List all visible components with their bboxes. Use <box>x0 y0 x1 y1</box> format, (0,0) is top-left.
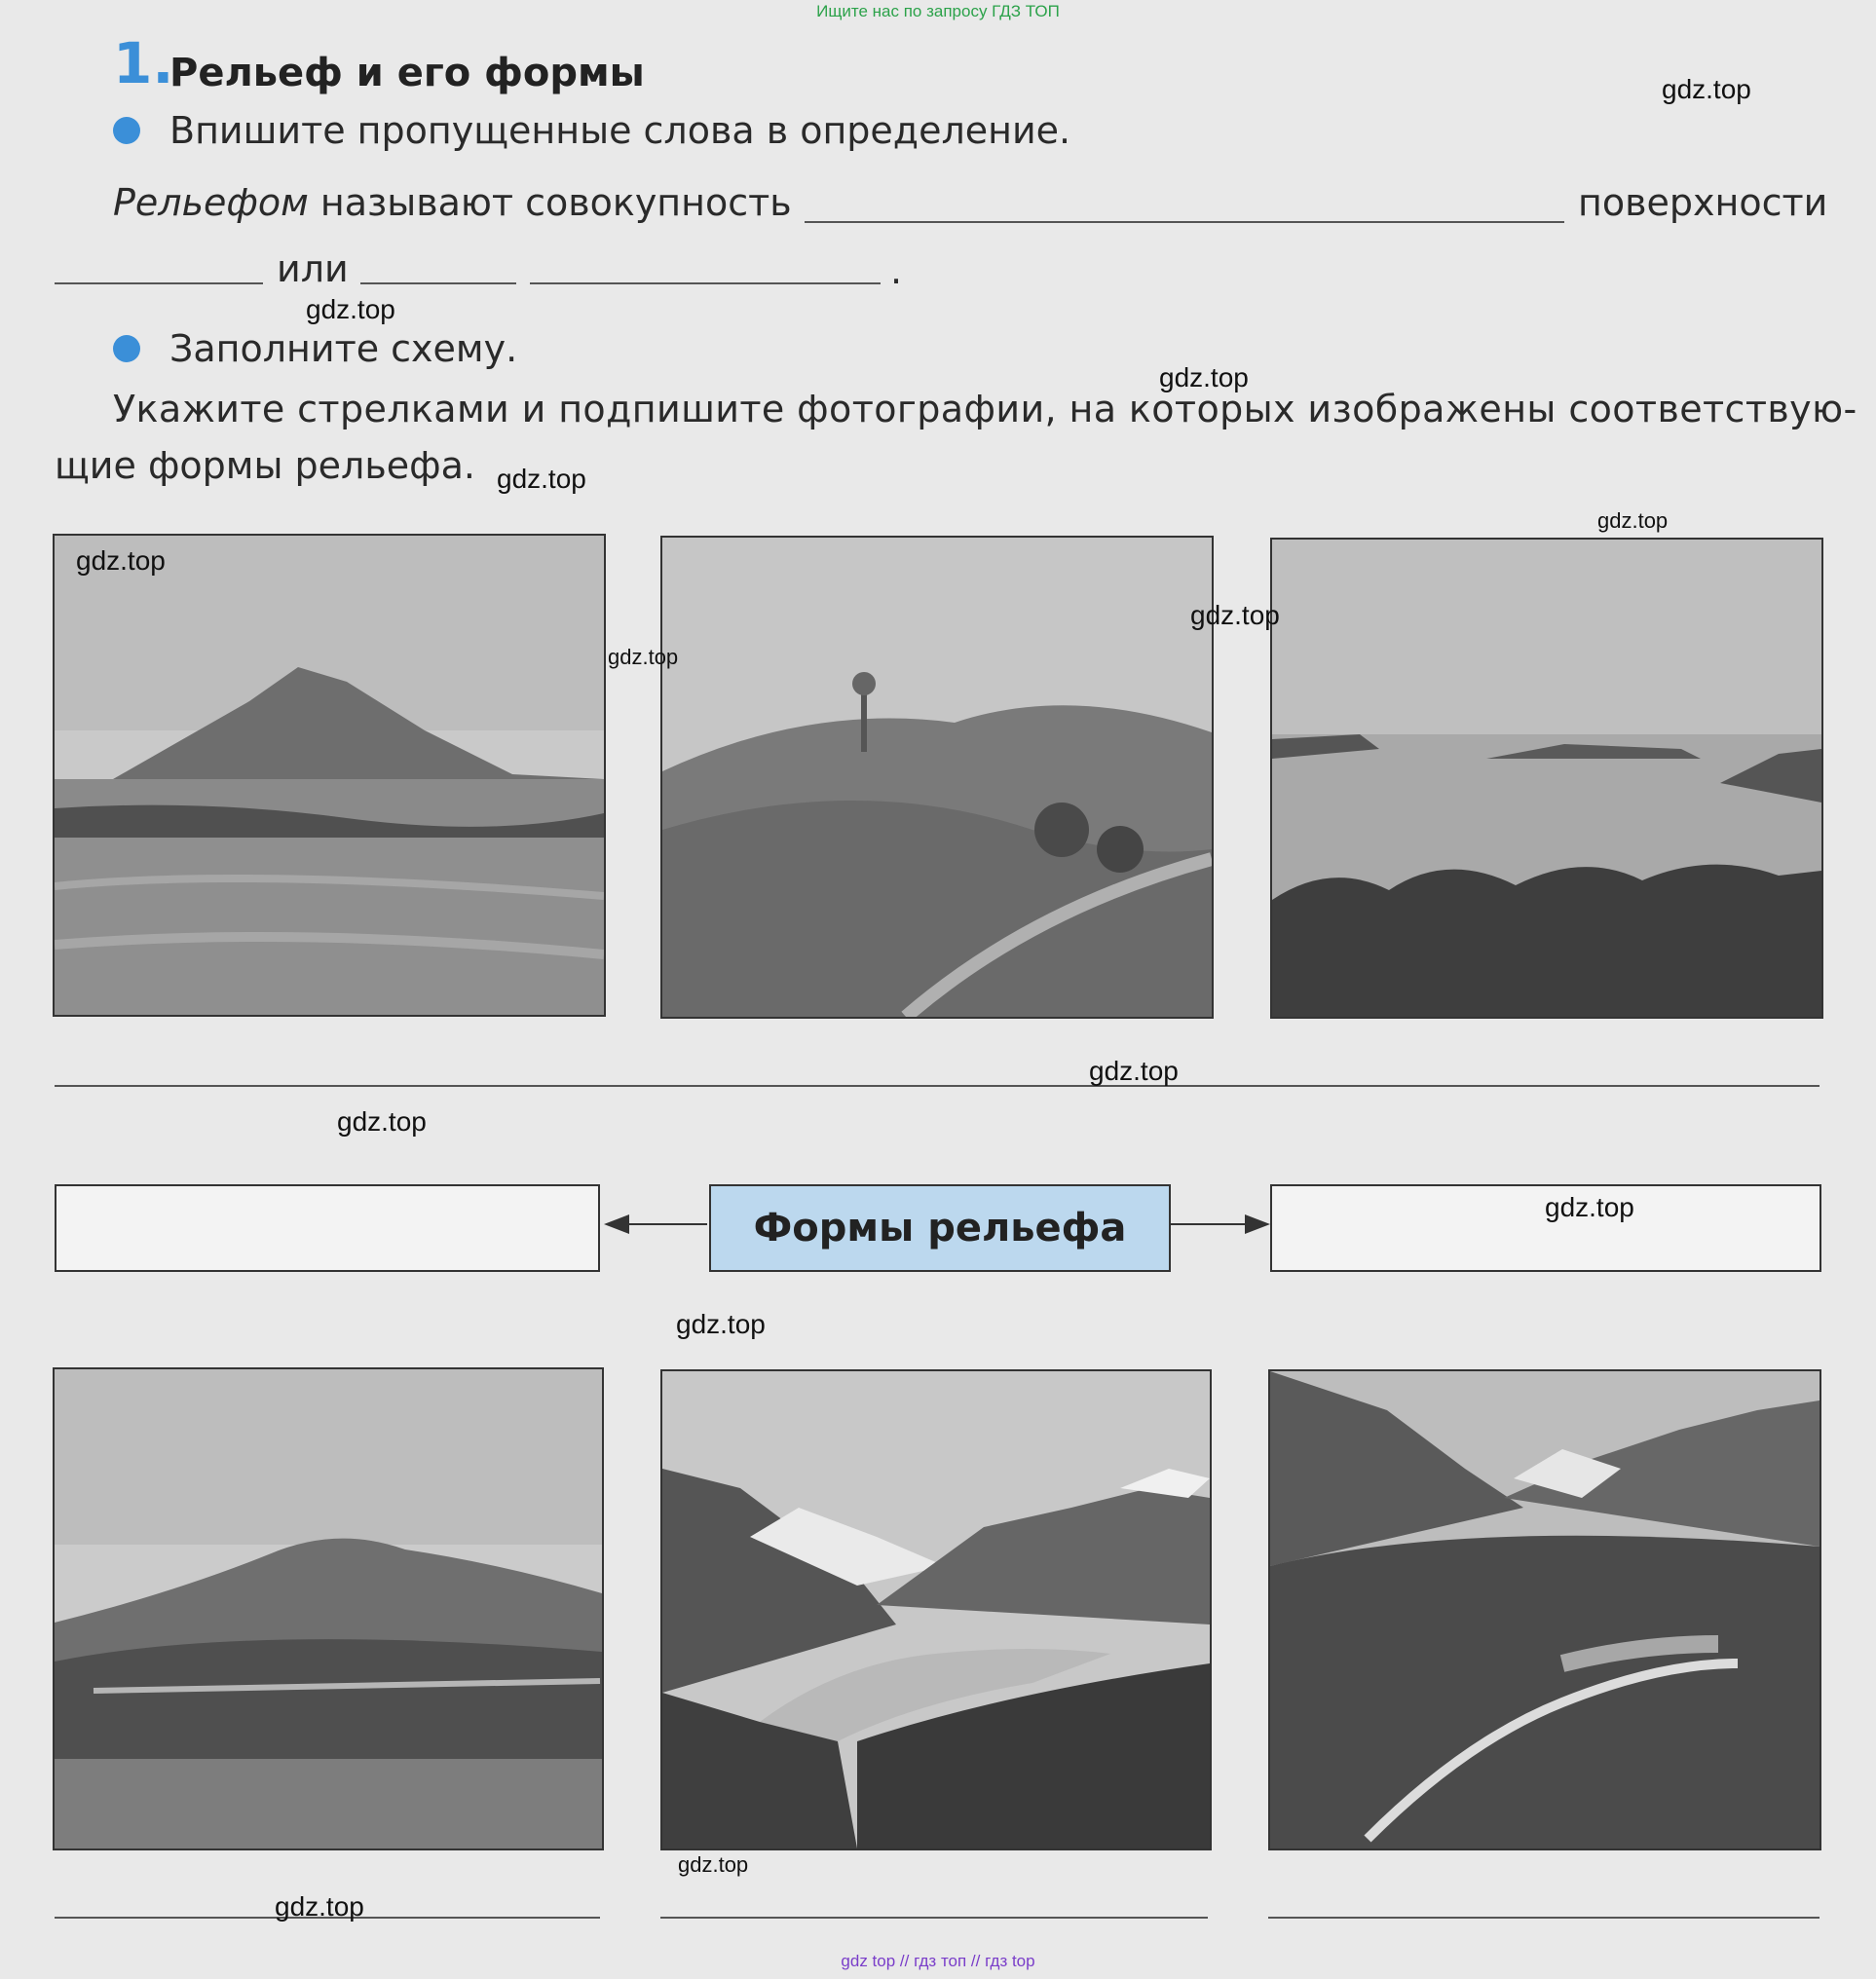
top-row-label-line[interactable] <box>55 1085 1820 1087</box>
exercise2-instruction: Заполните схему. <box>169 327 518 370</box>
photo-mountain-lake-image <box>662 1371 1210 1848</box>
watermark: gdz.top <box>1662 74 1751 104</box>
photo-forested-ridge-image <box>55 1369 602 1848</box>
watermark: gdz.top <box>275 1891 364 1922</box>
photo-lake-plain[interactable] <box>1270 538 1823 1019</box>
photo-mountain-valley-image <box>1270 1371 1820 1848</box>
definition-end: поверхности <box>1578 181 1828 224</box>
arrow-right-icon <box>1245 1212 1270 1237</box>
answer-blank-4[interactable] <box>530 282 881 284</box>
scheme-center-box <box>709 1184 1171 1272</box>
photo-mountain-valley[interactable] <box>1268 1369 1821 1850</box>
task-title: Рельеф и его формы <box>169 51 645 95</box>
watermark: gdz.top <box>497 464 586 494</box>
watermark: gdz.top <box>1159 362 1249 392</box>
photo-grassy-hills-image <box>662 538 1212 1017</box>
watermark: gdz.top <box>1089 1056 1179 1086</box>
bullet-icon <box>113 335 140 362</box>
photo-mountain-lake[interactable] <box>660 1369 1212 1850</box>
photo-isolated-hill-image <box>55 536 604 1015</box>
watermark: gdz.top <box>608 645 679 669</box>
watermark: gdz.top <box>76 545 166 576</box>
photo-isolated-hill[interactable] <box>53 534 606 1017</box>
answer-blank-2[interactable] <box>55 282 263 284</box>
watermark: gdz.top <box>337 1106 427 1137</box>
watermark: gdz.top <box>1597 508 1669 533</box>
bullet-icon <box>113 117 140 144</box>
scheme-center-label: Формы рельефа <box>753 1206 1127 1251</box>
photo-lake-plain-image <box>1272 540 1821 1017</box>
task-number: 1. <box>113 30 174 96</box>
exercise2-description-line1: Укажите стрелками и подпишите фотографии, на которых изображены соответствую- <box>113 388 1857 430</box>
exercise2-description-line2: щие формы рельефа. <box>55 444 475 487</box>
photo-forested-ridge[interactable] <box>53 1367 604 1850</box>
bottom-banner[interactable]: gdz top // гдз топ // гдз top <box>841 1952 1035 1970</box>
bottom-label-line-3[interactable] <box>1268 1917 1820 1919</box>
scheme-left-box[interactable] <box>55 1184 600 1272</box>
definition-text: называют совокупность <box>319 181 792 224</box>
top-banner[interactable]: Ищите нас по запросу ГДЗ ТОП <box>816 2 1060 20</box>
watermark: gdz.top <box>1190 600 1280 630</box>
answer-blank-3[interactable] <box>360 282 516 284</box>
arrow-left-line <box>623 1223 707 1225</box>
arrow-right-line <box>1169 1223 1253 1225</box>
photo-grassy-hills[interactable] <box>660 536 1214 1019</box>
watermark: gdz.top <box>678 1852 749 1877</box>
watermark: gdz.top <box>306 294 395 324</box>
definition-start <box>113 181 792 224</box>
definition-term: Рельефом <box>113 181 309 224</box>
exercise1-instruction: Впишите пропущенные слова в определение. <box>169 109 1071 152</box>
watermark: gdz.top <box>1545 1192 1634 1222</box>
definition-period: . <box>890 249 903 292</box>
answer-blank-1[interactable] <box>805 221 1564 223</box>
watermark: gdz.top <box>676 1309 766 1339</box>
or-word: или <box>277 247 349 290</box>
bottom-label-line-2[interactable] <box>660 1917 1208 1919</box>
